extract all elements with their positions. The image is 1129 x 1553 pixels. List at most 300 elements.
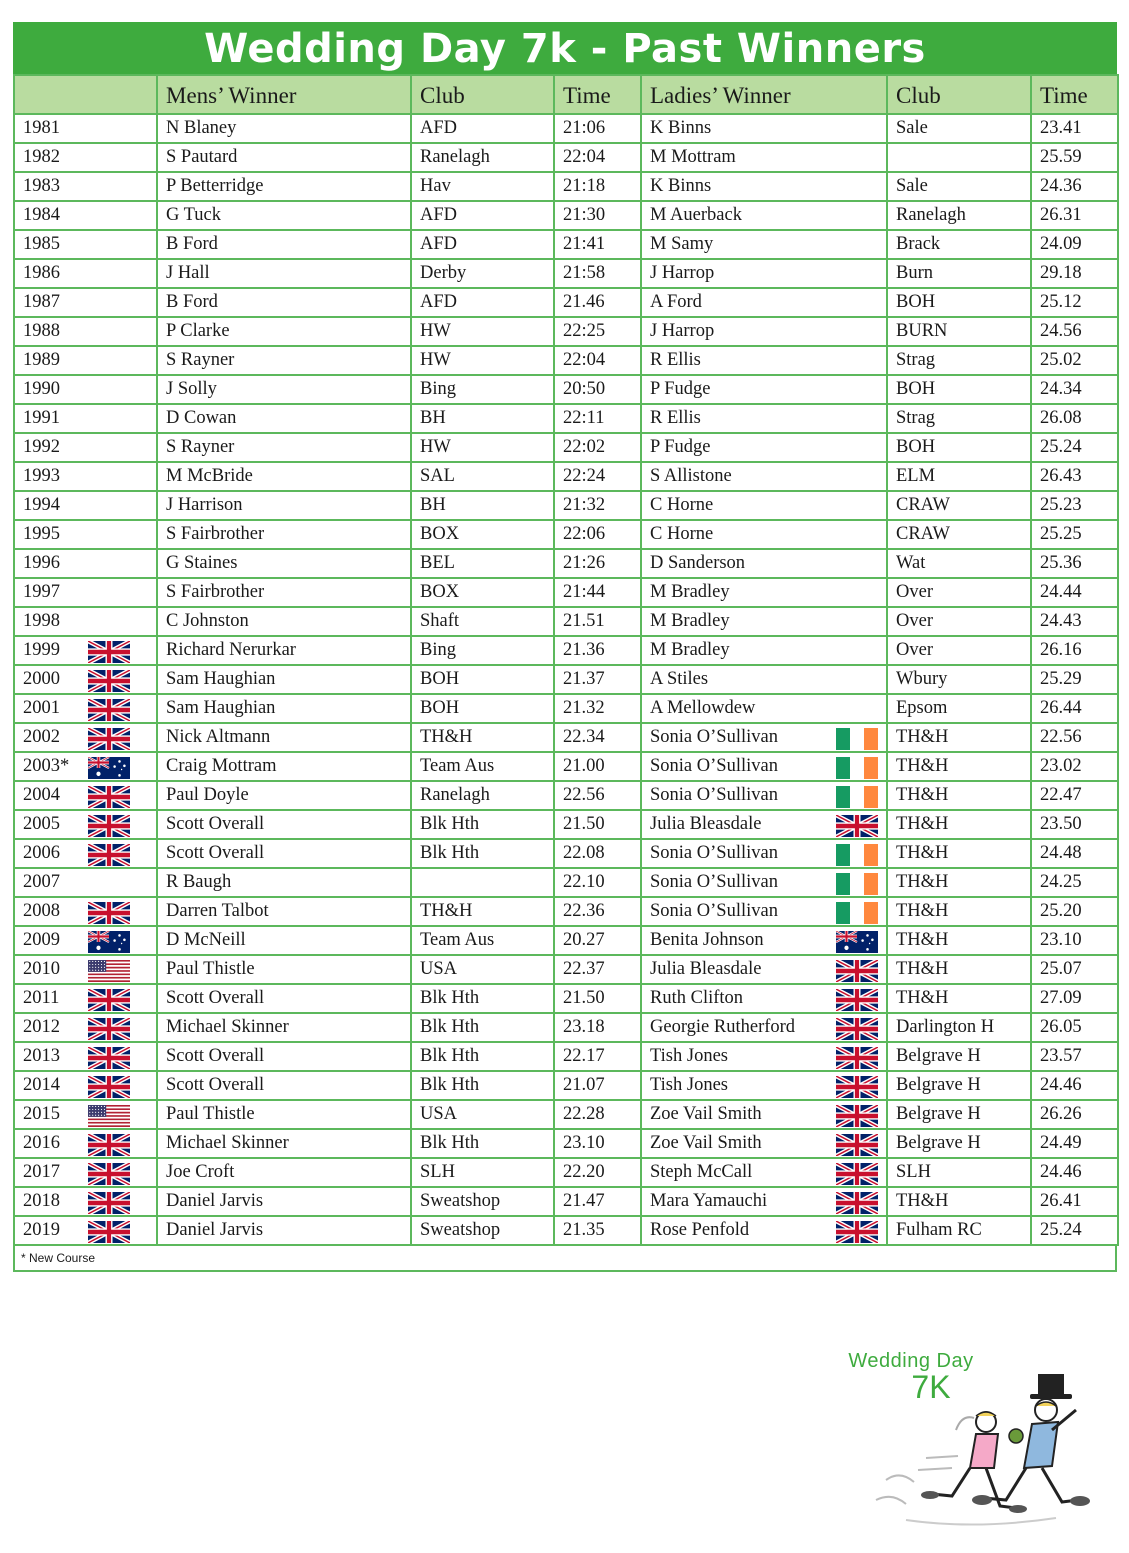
mens-time-cell bbox=[554, 694, 641, 723]
flag-au-icon bbox=[836, 931, 878, 953]
ladies-winner-cell-text: J Harrop bbox=[650, 263, 715, 283]
flag-uk-icon bbox=[836, 1047, 878, 1069]
mens-time-cell-text: 20:50 bbox=[563, 379, 606, 399]
year-cell-text: 1994 bbox=[23, 495, 60, 515]
ladies-club-cell bbox=[887, 810, 1031, 839]
table-row bbox=[14, 984, 1118, 1013]
year-cell-text: 2005 bbox=[23, 814, 60, 834]
mens-time-cell bbox=[554, 375, 641, 404]
mens-time-cell bbox=[554, 897, 641, 926]
mens-winner-cell-text: S Rayner bbox=[166, 350, 235, 370]
table-row bbox=[14, 636, 1118, 665]
flag-ie-icon bbox=[836, 844, 878, 866]
ladies-club-cell-text: BOH bbox=[896, 379, 936, 399]
year-cell bbox=[14, 549, 157, 578]
mens-time-cell bbox=[554, 1042, 641, 1071]
mens-time-cell-text: 21:06 bbox=[563, 118, 606, 138]
ladies-winner-cell bbox=[641, 1013, 887, 1042]
mens-time-cell bbox=[554, 1100, 641, 1129]
mens-winner-cell-text: Daniel Jarvis bbox=[166, 1191, 264, 1211]
year-cell-text: 2010 bbox=[23, 959, 60, 979]
flag-uk-icon bbox=[88, 1047, 130, 1069]
ladies-club-cell-text: Strag bbox=[896, 350, 936, 370]
ladies-time-cell bbox=[1031, 665, 1118, 694]
ladies-time-cell-text: 22.47 bbox=[1040, 785, 1082, 805]
ladies-winner-cell bbox=[641, 1042, 887, 1071]
mens-time-cell-text: 21.51 bbox=[563, 611, 605, 631]
ladies-club-cell bbox=[887, 375, 1031, 404]
year-cell bbox=[14, 346, 157, 375]
year-cell bbox=[14, 781, 157, 810]
mens-winner-cell-text: Scott Overall bbox=[166, 988, 265, 1008]
ladies-club-cell bbox=[887, 926, 1031, 955]
ladies-winner-cell-text: R Ellis bbox=[650, 350, 701, 370]
flag-ie-icon bbox=[836, 786, 878, 808]
mens-winner-cell-text: S Pautard bbox=[166, 147, 238, 167]
ladies-club-cell-text: TH&H bbox=[896, 843, 949, 863]
ladies-time-cell bbox=[1031, 723, 1118, 752]
ladies-time-cell bbox=[1031, 810, 1118, 839]
mens-winner-cell bbox=[157, 172, 411, 201]
mens-winner-cell-text: Joe Croft bbox=[166, 1162, 235, 1182]
mens-winner-cell-text: G Tuck bbox=[166, 205, 222, 225]
table-row bbox=[14, 1158, 1118, 1187]
ladies-winner-cell bbox=[641, 520, 887, 549]
ladies-club-cell-text: TH&H bbox=[896, 727, 949, 747]
ladies-time-cell bbox=[1031, 433, 1118, 462]
year-cell-text: 2017 bbox=[23, 1162, 60, 1182]
mens-time-cell bbox=[554, 839, 641, 868]
ladies-winner-cell-text: M Auerback bbox=[650, 205, 742, 225]
mens-winner-cell-text: Craig Mottram bbox=[166, 756, 277, 776]
ladies-club-cell-text: Darlington H bbox=[896, 1017, 995, 1037]
mens-winner-cell-text: S Rayner bbox=[166, 437, 235, 457]
ladies-time-cell-text: 26.41 bbox=[1040, 1191, 1082, 1211]
mens-club-cell bbox=[411, 1187, 554, 1216]
table-row bbox=[14, 607, 1118, 636]
ladies-time-cell-text: 25.29 bbox=[1040, 669, 1082, 689]
mens-club-cell bbox=[411, 317, 554, 346]
ladies-time-cell bbox=[1031, 1187, 1118, 1216]
ladies-club-cell bbox=[887, 1071, 1031, 1100]
year-cell bbox=[14, 897, 157, 926]
mens-winner-cell-text: P Betterridge bbox=[166, 176, 264, 196]
table-row bbox=[14, 259, 1118, 288]
mens-time-cell-text: 22:11 bbox=[563, 408, 605, 428]
year-cell-text: 1985 bbox=[23, 234, 60, 254]
mens-club-cell-text: USA bbox=[420, 1104, 458, 1124]
mens-winner-cell bbox=[157, 1129, 411, 1158]
ladies-time-cell bbox=[1031, 172, 1118, 201]
mens-club-cell bbox=[411, 259, 554, 288]
mens-club-cell bbox=[411, 375, 554, 404]
mens-club-cell-text: BH bbox=[420, 495, 446, 515]
ladies-time-cell bbox=[1031, 114, 1118, 143]
ladies-time-cell bbox=[1031, 549, 1118, 578]
ladies-club-cell-text: TH&H bbox=[896, 901, 949, 921]
mens-time-cell-text: 21.35 bbox=[563, 1220, 605, 1240]
year-cell-text: 1998 bbox=[23, 611, 60, 631]
flag-ie-icon bbox=[836, 757, 878, 779]
page-title: Wedding Day 7k - Past Winners bbox=[13, 22, 1117, 74]
mens-winner-cell-text: J Solly bbox=[166, 379, 217, 399]
ladies-club-cell-text: TH&H bbox=[896, 785, 949, 805]
ladies-time-cell-text: 26.26 bbox=[1040, 1104, 1082, 1124]
mens-club-cell-text: Hav bbox=[420, 176, 451, 196]
ladies-winner-cell-text: Ruth Clifton bbox=[650, 988, 744, 1008]
ladies-time-cell-text: 25.25 bbox=[1040, 524, 1082, 544]
mens-time-cell-text: 21.36 bbox=[563, 640, 605, 660]
mens-time-cell bbox=[554, 346, 641, 375]
ladies-time-cell bbox=[1031, 259, 1118, 288]
ladies-club-cell-text: Belgrave H bbox=[896, 1133, 981, 1153]
mens-time-cell-text: 22:24 bbox=[563, 466, 606, 486]
mens-time-cell bbox=[554, 288, 641, 317]
ladies-club-cell-text: Wbury bbox=[896, 669, 948, 689]
mens-time-cell bbox=[554, 520, 641, 549]
table-row bbox=[14, 752, 1118, 781]
ladies-club-cell-text: CRAW bbox=[896, 524, 951, 544]
ladies-club-cell bbox=[887, 230, 1031, 259]
mens-club-cell bbox=[411, 462, 554, 491]
table-row bbox=[14, 317, 1118, 346]
year-cell bbox=[14, 201, 157, 230]
flag-uk-icon bbox=[88, 786, 130, 808]
ladies-winner-cell bbox=[641, 868, 887, 897]
mens-winner-cell bbox=[157, 1013, 411, 1042]
mens-winner-cell bbox=[157, 375, 411, 404]
mens-club-cell bbox=[411, 839, 554, 868]
table-row bbox=[14, 955, 1118, 984]
ladies-winner-cell bbox=[641, 1216, 887, 1245]
ladies-winner-cell bbox=[641, 636, 887, 665]
mens-club-cell-text: Sweatshop bbox=[420, 1220, 501, 1240]
flag-uk-icon bbox=[88, 1221, 130, 1243]
mens-time-cell-text: 21.46 bbox=[563, 292, 605, 312]
year-cell bbox=[14, 1187, 157, 1216]
ladies-winner-cell bbox=[641, 1158, 887, 1187]
ladies-winner-cell-text: Zoe Vail Smith bbox=[650, 1133, 762, 1153]
mens-club-cell-text: Blk Hth bbox=[420, 1075, 480, 1095]
mens-club-cell-text: AFD bbox=[420, 234, 458, 254]
table-row bbox=[14, 665, 1118, 694]
ladies-club-cell-text: TH&H bbox=[896, 988, 949, 1008]
year-cell-text: 2000 bbox=[23, 669, 60, 689]
year-cell-text: 2009 bbox=[23, 930, 60, 950]
ladies-club-cell-text: Sale bbox=[896, 176, 928, 196]
ladies-winner-cell bbox=[641, 1100, 887, 1129]
mens-winner-cell-text: D Cowan bbox=[166, 408, 237, 428]
mens-club-cell-text: Ranelagh bbox=[420, 785, 490, 805]
ladies-club-cell-text: Strag bbox=[896, 408, 936, 428]
mens-time-cell bbox=[554, 404, 641, 433]
table-row bbox=[14, 172, 1118, 201]
ladies-club-cell-text: CRAW bbox=[896, 495, 951, 515]
flag-uk-icon bbox=[836, 989, 878, 1011]
mens-winner-cell-text: M McBride bbox=[166, 466, 253, 486]
ladies-winner-cell-text: Julia Bleasdale bbox=[650, 959, 762, 979]
mens-club-cell-text: HW bbox=[420, 350, 451, 370]
ladies-club-cell-text: BOH bbox=[896, 292, 936, 312]
mens-club-cell-text: BOX bbox=[420, 582, 460, 602]
ladies-winner-cell bbox=[641, 201, 887, 230]
mens-winner-cell-text: Paul Thistle bbox=[166, 959, 255, 979]
ladies-club-cell bbox=[887, 1013, 1031, 1042]
mens-club-cell-text: Blk Hth bbox=[420, 843, 480, 863]
mens-club-cell-text: Bing bbox=[420, 379, 456, 399]
mens-time-cell-text: 22.08 bbox=[563, 843, 605, 863]
ladies-club-cell-text: TH&H bbox=[896, 872, 949, 892]
mens-club-cell-text: USA bbox=[420, 959, 458, 979]
mens-club-cell-text: AFD bbox=[420, 205, 458, 225]
ladies-club-cell bbox=[887, 607, 1031, 636]
ladies-time-cell bbox=[1031, 607, 1118, 636]
mens-winner-cell bbox=[157, 955, 411, 984]
ladies-club-cell-text: SLH bbox=[896, 1162, 931, 1182]
mens-time-cell bbox=[554, 665, 641, 694]
year-cell bbox=[14, 694, 157, 723]
mens-club-cell-text: BH bbox=[420, 408, 446, 428]
mens-winner-cell-text: Richard Nerurkar bbox=[166, 640, 296, 660]
table-row bbox=[14, 288, 1118, 317]
ladies-time-cell-text: 26.44 bbox=[1040, 698, 1082, 718]
ladies-winner-cell bbox=[641, 462, 887, 491]
ladies-time-cell-text: 24.56 bbox=[1040, 321, 1082, 341]
year-cell-text: 2001 bbox=[23, 698, 60, 718]
runners-illustration-icon bbox=[866, 1370, 1096, 1540]
ladies-winner-cell-text: Julia Bleasdale bbox=[650, 814, 762, 834]
ladies-time-cell-text: 25.23 bbox=[1040, 495, 1082, 515]
ladies-winner-cell-text: D Sanderson bbox=[650, 553, 746, 573]
mens-club-cell-text: SLH bbox=[420, 1162, 455, 1182]
ladies-winner-cell-text: M Samy bbox=[650, 234, 714, 254]
year-cell bbox=[14, 491, 157, 520]
ladies-winner-cell-text: C Horne bbox=[650, 524, 714, 544]
ladies-time-cell bbox=[1031, 462, 1118, 491]
mens-winner-cell-text: D McNeill bbox=[166, 930, 246, 950]
ladies-club-cell-text: Epsom bbox=[896, 698, 948, 718]
ladies-time-cell bbox=[1031, 1100, 1118, 1129]
mens-winner-cell-text: Michael Skinner bbox=[166, 1017, 289, 1037]
ladies-time-cell-text: 23.41 bbox=[1040, 118, 1082, 138]
ladies-winner-cell-text: Tish Jones bbox=[650, 1046, 728, 1066]
year-cell bbox=[14, 607, 157, 636]
ladies-time-cell-text: 24.48 bbox=[1040, 843, 1082, 863]
year-cell bbox=[14, 868, 157, 897]
mens-winner-cell bbox=[157, 288, 411, 317]
flag-uk-icon bbox=[836, 1105, 878, 1127]
mens-winner-cell-text: J Harrison bbox=[166, 495, 243, 515]
ladies-winner-cell bbox=[641, 723, 887, 752]
table-row bbox=[14, 404, 1118, 433]
mens-time-cell bbox=[554, 723, 641, 752]
table-row bbox=[14, 520, 1118, 549]
ladies-club-cell-text: Over bbox=[896, 611, 933, 631]
ladies-club-cell bbox=[887, 984, 1031, 1013]
mens-winner-cell bbox=[157, 723, 411, 752]
mens-time-cell-text: 22.34 bbox=[563, 727, 605, 747]
mens-time-cell-text: 21:44 bbox=[563, 582, 606, 602]
mens-winner-cell bbox=[157, 462, 411, 491]
mens-club-cell bbox=[411, 201, 554, 230]
year-cell-text: 2015 bbox=[23, 1104, 60, 1124]
mens-club-cell bbox=[411, 549, 554, 578]
ladies-winner-cell-text: A Ford bbox=[650, 292, 702, 312]
ladies-club-cell-text: ELM bbox=[896, 466, 936, 486]
ladies-winner-cell bbox=[641, 288, 887, 317]
ladies-winner-cell-text: A Mellowdew bbox=[650, 698, 756, 718]
mens-club-cell-text: BOX bbox=[420, 524, 460, 544]
ladies-winner-cell bbox=[641, 317, 887, 346]
ladies-club-cell-text: Belgrave H bbox=[896, 1104, 981, 1124]
table-row bbox=[14, 1187, 1118, 1216]
year-cell bbox=[14, 172, 157, 201]
ladies-club-cell bbox=[887, 288, 1031, 317]
mens-winner-cell-text: S Fairbrother bbox=[166, 524, 265, 544]
ladies-time-cell bbox=[1031, 1013, 1118, 1042]
mens-winner-cell-text: Scott Overall bbox=[166, 814, 265, 834]
ladies-club-cell bbox=[887, 1100, 1031, 1129]
mens-club-cell bbox=[411, 955, 554, 984]
mens-winner-cell-text: C Johnston bbox=[166, 611, 249, 631]
ladies-winner-cell-text: Sonia O’Sullivan bbox=[650, 727, 778, 747]
flag-uk-icon bbox=[836, 1221, 878, 1243]
mens-club-cell-text: TH&H bbox=[420, 901, 473, 921]
flag-au-icon bbox=[88, 931, 130, 953]
year-cell bbox=[14, 288, 157, 317]
ladies-winner-cell-text: M Mottram bbox=[650, 147, 736, 167]
mens-winner-cell bbox=[157, 1042, 411, 1071]
mens-time-cell bbox=[554, 462, 641, 491]
mens-time-cell-text: 21:26 bbox=[563, 553, 606, 573]
ladies-winner-cell bbox=[641, 230, 887, 259]
ladies-time-cell bbox=[1031, 1042, 1118, 1071]
year-cell bbox=[14, 1100, 157, 1129]
ladies-club-cell bbox=[887, 781, 1031, 810]
mens-time-cell-text: 21.50 bbox=[563, 814, 605, 834]
year-cell bbox=[14, 1216, 157, 1245]
mens-winner-cell-text: Sam Haughian bbox=[166, 698, 276, 718]
mens-time-cell-text: 22:25 bbox=[563, 321, 606, 341]
header-mens-club: Club bbox=[411, 75, 554, 114]
year-cell-text: 1981 bbox=[23, 118, 60, 138]
year-cell-text: 2013 bbox=[23, 1046, 60, 1066]
flag-uk-icon bbox=[88, 1192, 130, 1214]
ladies-time-cell-text: 23.50 bbox=[1040, 814, 1082, 834]
year-cell-text: 2012 bbox=[23, 1017, 60, 1037]
mens-club-cell bbox=[411, 578, 554, 607]
mens-winner-cell bbox=[157, 433, 411, 462]
ladies-club-cell bbox=[887, 346, 1031, 375]
ladies-winner-cell bbox=[641, 810, 887, 839]
mens-time-cell bbox=[554, 578, 641, 607]
mens-time-cell-text: 21.32 bbox=[563, 698, 605, 718]
ladies-time-cell-text: 24.44 bbox=[1040, 582, 1082, 602]
ladies-club-cell bbox=[887, 317, 1031, 346]
table-row bbox=[14, 723, 1118, 752]
ladies-time-cell bbox=[1031, 578, 1118, 607]
year-cell bbox=[14, 810, 157, 839]
ladies-winner-cell-text: R Ellis bbox=[650, 408, 701, 428]
mens-time-cell bbox=[554, 433, 641, 462]
mens-time-cell-text: 22:04 bbox=[563, 350, 606, 370]
ladies-club-cell bbox=[887, 172, 1031, 201]
ladies-winner-cell bbox=[641, 694, 887, 723]
ladies-winner-cell bbox=[641, 926, 887, 955]
flag-uk-icon bbox=[88, 641, 130, 663]
ladies-time-cell-text: 27.09 bbox=[1040, 988, 1082, 1008]
header-ladies-club: Club bbox=[887, 75, 1031, 114]
mens-time-cell-text: 21.50 bbox=[563, 988, 605, 1008]
year-cell-text: 1991 bbox=[23, 408, 60, 428]
ladies-time-cell-text: 25.12 bbox=[1040, 292, 1082, 312]
mens-club-cell-text: Derby bbox=[420, 263, 467, 283]
mens-club-cell bbox=[411, 230, 554, 259]
ladies-winner-cell-text: Rose Penfold bbox=[650, 1220, 750, 1240]
mens-club-cell-text: Sweatshop bbox=[420, 1191, 501, 1211]
mens-time-cell bbox=[554, 317, 641, 346]
year-cell bbox=[14, 230, 157, 259]
ladies-club-cell bbox=[887, 723, 1031, 752]
ladies-time-cell-text: 26.31 bbox=[1040, 205, 1082, 225]
ladies-winner-cell bbox=[641, 172, 887, 201]
table-row bbox=[14, 868, 1118, 897]
flag-au-icon bbox=[88, 757, 130, 779]
header-ladies-winner: Ladies’ Winner bbox=[641, 75, 887, 114]
mens-winner-cell bbox=[157, 1071, 411, 1100]
ladies-time-cell-text: 25.07 bbox=[1040, 959, 1082, 979]
ladies-time-cell bbox=[1031, 288, 1118, 317]
year-cell bbox=[14, 636, 157, 665]
mens-club-cell-text: BOH bbox=[420, 698, 460, 718]
ladies-time-cell bbox=[1031, 752, 1118, 781]
mens-time-cell-text: 21.07 bbox=[563, 1075, 605, 1095]
logo-line2: 7K bbox=[911, 1369, 951, 1405]
table-row bbox=[14, 1100, 1118, 1129]
mens-club-cell bbox=[411, 491, 554, 520]
mens-winner-cell bbox=[157, 230, 411, 259]
ladies-time-cell bbox=[1031, 346, 1118, 375]
mens-club-cell bbox=[411, 1042, 554, 1071]
ladies-winner-cell-text: Mara Yamauchi bbox=[650, 1191, 768, 1211]
mens-winner-cell bbox=[157, 665, 411, 694]
mens-winner-cell bbox=[157, 143, 411, 172]
ladies-time-cell-text: 29.18 bbox=[1040, 263, 1082, 283]
ladies-time-cell bbox=[1031, 143, 1118, 172]
mens-time-cell-text: 22:02 bbox=[563, 437, 606, 457]
ladies-time-cell bbox=[1031, 897, 1118, 926]
ladies-club-cell-text: Belgrave H bbox=[896, 1075, 981, 1095]
ladies-time-cell-text: 25.36 bbox=[1040, 553, 1082, 573]
ladies-time-cell-text: 23.57 bbox=[1040, 1046, 1082, 1066]
mens-time-cell bbox=[554, 1216, 641, 1245]
ladies-club-cell bbox=[887, 404, 1031, 433]
ladies-winner-cell-text: K Binns bbox=[650, 176, 712, 196]
ladies-club-cell-text: BOH bbox=[896, 437, 936, 457]
mens-winner-cell bbox=[157, 346, 411, 375]
ladies-time-cell bbox=[1031, 1071, 1118, 1100]
year-cell-text: 2002 bbox=[23, 727, 60, 747]
mens-winner-cell bbox=[157, 114, 411, 143]
ladies-winner-cell bbox=[641, 1071, 887, 1100]
mens-winner-cell-text: Darren Talbot bbox=[166, 901, 269, 921]
year-cell bbox=[14, 1129, 157, 1158]
mens-winner-cell-text: Scott Overall bbox=[166, 843, 265, 863]
year-cell bbox=[14, 723, 157, 752]
flag-uk-icon bbox=[88, 844, 130, 866]
year-cell-text: 1988 bbox=[23, 321, 60, 341]
mens-club-cell bbox=[411, 172, 554, 201]
